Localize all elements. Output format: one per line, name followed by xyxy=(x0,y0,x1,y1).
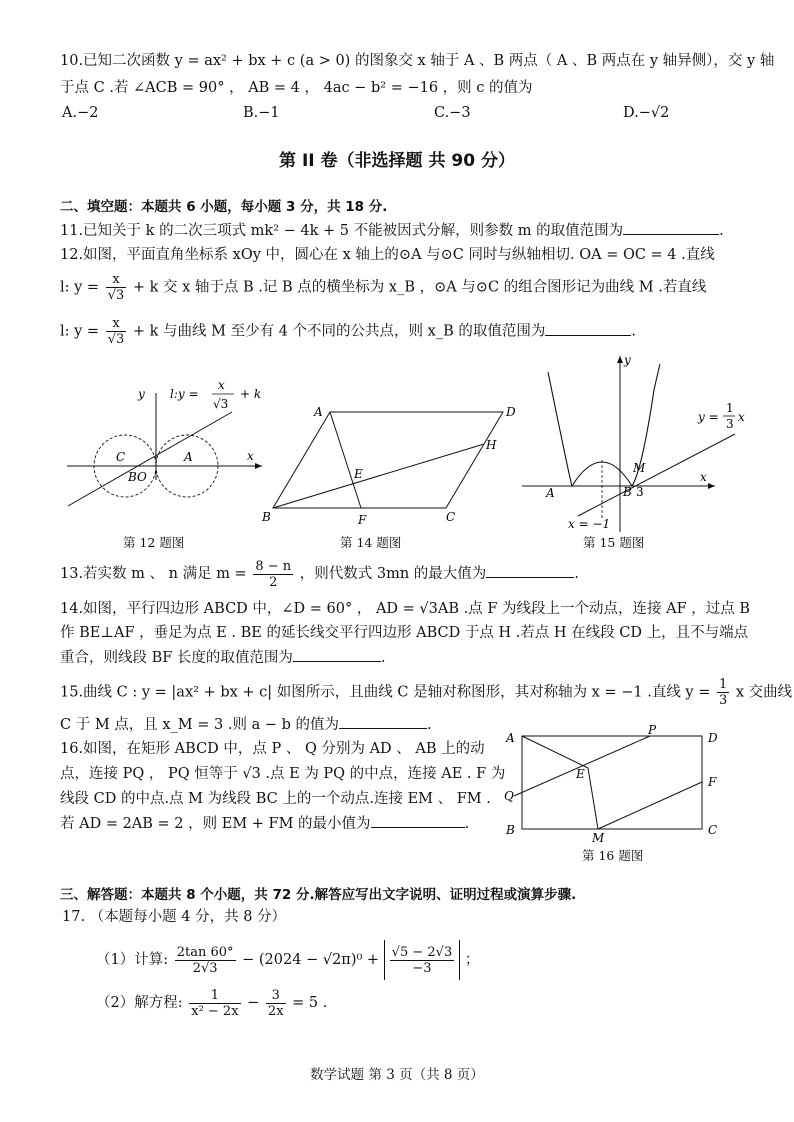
q17-header: 17. （本题每小题 4 分，共 8 分） xyxy=(62,909,287,925)
y-axis-arrow xyxy=(617,356,623,363)
label-e: E xyxy=(576,767,585,781)
q16-line4: 若 AD = 2AB = 2 ，则 EM + FM 的最小值为 . xyxy=(60,813,469,835)
frac-den: √3 xyxy=(107,332,125,347)
q17-part2-label: （2）解方程: xyxy=(96,995,183,1011)
q15-line1-text: 15.曲线 C : y = |ax² + bx + c| 如图所示，且曲线 C 是轴对称图形，其对称轴为 x = −1 .直线 y = xyxy=(60,684,711,701)
q15-line1-tail: x 交曲线 xyxy=(735,684,793,701)
label-m: M xyxy=(592,831,605,844)
line-l xyxy=(68,412,232,506)
q13-answer-blank xyxy=(486,563,574,578)
label-x: x xyxy=(700,470,707,484)
q17-part2 xyxy=(96,985,327,1021)
q12-line2-fraction xyxy=(106,272,127,303)
label-y: y xyxy=(138,387,145,401)
q17-part1 xyxy=(96,940,479,980)
x-axis-arrow xyxy=(708,483,715,489)
figure-12 xyxy=(62,368,267,518)
figure-14 xyxy=(258,400,523,530)
q11-stem: 11.已知关于 k 的二次三项式 mk² − 4k + 5 不能被因式分解，则参数 m 的取值范围为 xyxy=(60,223,624,239)
frac-num: 1 xyxy=(189,988,240,1004)
q15-line2-text: C 于 M 点，且 x_M = 3 .则 a − b 的值为 xyxy=(60,717,339,733)
page-footer: 数学试题 第 3 页（共 8 页） xyxy=(310,1067,484,1083)
label-m: M xyxy=(633,461,646,475)
q13-tail: ，则代数式 3mn 的最大值为 xyxy=(299,566,487,582)
q17-part1-label: （1）计算: xyxy=(96,952,169,968)
frac-num: 8 − n xyxy=(255,558,292,574)
label-bo: BO xyxy=(128,470,147,484)
line-l-plus-k: + k xyxy=(240,387,262,401)
segment-pq xyxy=(514,736,650,796)
q10-line2: 于点 C .若 ∠ACB = 90° ， AB = 4 ， 4ac − b² = −16 ，则 c 的值为 xyxy=(60,80,533,96)
label-b: B xyxy=(262,510,271,524)
part2-title: 第 II 卷（非选择题 共 90 分） xyxy=(279,151,515,171)
q12-line2-suffix: + k 交 x 轴于点 B .记 B 点的横坐标为 x_B ，⊙A 与⊙C 的组合图形记为曲线 M .若直线 xyxy=(132,279,707,296)
label-e: E xyxy=(354,467,363,481)
q12-line2-prefix: l: y = xyxy=(60,279,100,296)
label-a: A xyxy=(184,450,193,464)
q17-part2-end: = 5 . xyxy=(292,995,328,1011)
figure-15 xyxy=(520,350,750,535)
q10-option-c: C.−3 xyxy=(434,105,471,121)
label-c: C xyxy=(446,510,456,524)
q15-answer-blank xyxy=(339,714,427,729)
q17-part1-end: ； xyxy=(464,952,480,968)
label-d: D xyxy=(708,731,718,745)
q13-stem: 13.若实数 m 、 n 满足 m = xyxy=(60,566,247,582)
q12-line3-suffix: + k 与曲线 M 至少有 4 个不同的公共点，则 x_B 的取值范围为 xyxy=(132,323,546,340)
label-x-minus-1: x = −1 xyxy=(568,517,611,531)
label-b: B xyxy=(623,485,632,499)
q14-answer-blank xyxy=(293,647,381,662)
q12-line1: 12.如图，平面直角坐标系 xOy 中，圆心在 x 轴上的⊙A 与⊙C 同时与纵轴相切. OA = OC = 4 .直线 xyxy=(60,247,715,263)
q17-part2-fraction1 xyxy=(189,988,240,1019)
line-l-frac-den: √3 xyxy=(213,397,229,411)
label-b: B xyxy=(506,823,515,837)
label-a: A xyxy=(546,486,555,500)
frac-num: 1 xyxy=(718,677,728,692)
label-y: y xyxy=(624,353,631,367)
q10-option-a: A.−2 xyxy=(62,105,99,121)
q12-line3-fraction xyxy=(106,316,127,347)
q16-line2: 点，连接 PQ ， PQ 恒等于 √3 .点 E 为 PQ 的中点，连接 AE . F 为 xyxy=(60,766,506,782)
label-f: F xyxy=(358,513,367,527)
q11-answer-blank xyxy=(623,220,719,235)
q17-part2-fraction2 xyxy=(266,988,286,1019)
frac-den: −3 xyxy=(412,960,432,976)
figure-16 xyxy=(500,722,730,844)
frac-den: 2x xyxy=(267,1003,284,1019)
segment-bh xyxy=(273,444,484,508)
q16-line3: 线段 CD 的中点.点 M 为线段 BC 上的一个动点.连接 EM 、 FM . xyxy=(60,791,491,807)
frac-den: 3 xyxy=(718,693,728,708)
label-q: Q xyxy=(504,789,514,803)
q17-part1-absolute-value xyxy=(384,940,461,980)
q11-text: 11.已知关于 k 的二次三项式 mk² − 4k + 5 不能被因式分解，则参数 m 的取值范围为 . xyxy=(60,220,724,242)
segment-ae xyxy=(522,736,588,768)
line-frac-x: x xyxy=(738,410,745,424)
frac-num: x xyxy=(106,316,127,332)
figure-15-caption: 第 15 题图 xyxy=(583,535,645,550)
q15-fraction xyxy=(717,677,729,708)
q14-line1: 14.如图，平行四边形 ABCD 中，∠D = 60° ， AD = √3AB .点 F 为线段上一个动点，连接 AF ，过点 B xyxy=(60,601,751,617)
frac-den: 2√3 xyxy=(192,960,218,976)
line-label: y = xyxy=(698,410,719,424)
frac-den: 2 xyxy=(269,574,278,590)
q10-line1: 10.已知二次函数 y = ax² + bx + c (a > 0) 的图象交 x 轴于 A 、B 两点（ A 、B 两点在 y 轴异侧），交 y 轴 xyxy=(60,53,775,69)
frac-num: √5 − 2√3 xyxy=(391,944,453,960)
label-c: C xyxy=(708,823,718,837)
q13-fraction xyxy=(253,559,293,590)
line-l-label: l:y = xyxy=(170,387,199,401)
parallelogram-abcd xyxy=(273,412,503,508)
q12-answer-blank xyxy=(545,321,631,336)
q17-part1-fraction xyxy=(175,945,236,976)
q16-line4-text: 若 AD = 2AB = 2 ，则 EM + FM 的最小值为 xyxy=(60,816,371,832)
q14-line3-text: 重合，则线段 BF 长度的取值范围为 xyxy=(60,650,293,666)
label-d: D xyxy=(506,405,516,419)
q10-option-d: D.−√2 xyxy=(623,105,670,121)
q17-part2-minus: − xyxy=(247,995,260,1011)
section3-heading: 三、解答题：本题共 8 个小题，共 72 分.解答应写出文字说明、证明过程或演算步骤. xyxy=(60,887,577,903)
q13-text: 13.若实数 m 、 n 满足 m = $\frac{8 - n}{2}$ ，则代数式 3mn 的最大值为 . xyxy=(60,558,579,590)
label-3: 3 xyxy=(636,485,644,499)
q14-line3: 重合，则线段 BF 长度的取值范围为 . xyxy=(60,647,386,669)
frac-num: 2tan 60° xyxy=(176,944,234,960)
figure-14-caption: 第 14 题图 xyxy=(340,535,402,550)
label-a: A xyxy=(506,731,515,745)
frac-den: √3 xyxy=(107,288,125,303)
segment-af xyxy=(330,412,361,508)
line-frac-num: 1 xyxy=(726,401,734,415)
rectangle-abcd xyxy=(522,736,702,829)
figure-16-caption: 第 16 题图 xyxy=(582,848,644,863)
segment-fm xyxy=(598,782,702,829)
q15-line2: C 于 M 点，且 x_M = 3 .则 a − b 的值为 . xyxy=(60,714,432,736)
q12-line3-prefix: l: y = xyxy=(60,323,100,340)
line-one-third-x xyxy=(578,434,735,516)
frac-den: x² − 2x xyxy=(191,1003,239,1019)
q14-line2: 作 BE⊥AF ，垂足为点 E . BE 的延长线交平行四边形 ABCD 于点 H .若点 H 在线段 CD 上，且不与端点 xyxy=(60,625,749,641)
label-x: x xyxy=(247,449,254,463)
q16-line1: 16.如图，在矩形 ABCD 中，点 P 、 Q 分别为 AD 、 AB 上的动 xyxy=(60,741,485,757)
q12-line2 xyxy=(60,272,706,303)
q10-option-b: B.−1 xyxy=(243,105,280,121)
frac-num: x xyxy=(106,272,127,288)
label-p: P xyxy=(648,723,657,737)
q12-line3: l: y = $\frac{x}{√3}$ + k 与曲线 M 至少有 4 个不同的公共点，则 x_B 的取值范围为 . xyxy=(60,316,636,347)
label-f: F xyxy=(708,775,717,789)
figure-12-caption: 第 12 题图 xyxy=(123,535,185,550)
frac-num: 3 xyxy=(266,988,286,1004)
label-c: C xyxy=(116,450,126,464)
line-frac-den: 3 xyxy=(726,417,734,431)
q15-line1 xyxy=(60,677,792,708)
label-a: A xyxy=(314,405,323,419)
curve-left-branch xyxy=(548,372,572,486)
line-l-frac-num: x xyxy=(218,378,225,392)
q16-answer-blank xyxy=(371,813,465,828)
label-h: H xyxy=(486,438,497,452)
section2-heading: 二、填空题：本题共 6 小题，每小题 3 分，共 18 分. xyxy=(60,199,388,215)
q17-part1-abs-fraction xyxy=(390,945,455,976)
q17-part1-middle: − (2024 − √2π)⁰ + xyxy=(242,952,380,968)
segment-em xyxy=(588,768,598,829)
